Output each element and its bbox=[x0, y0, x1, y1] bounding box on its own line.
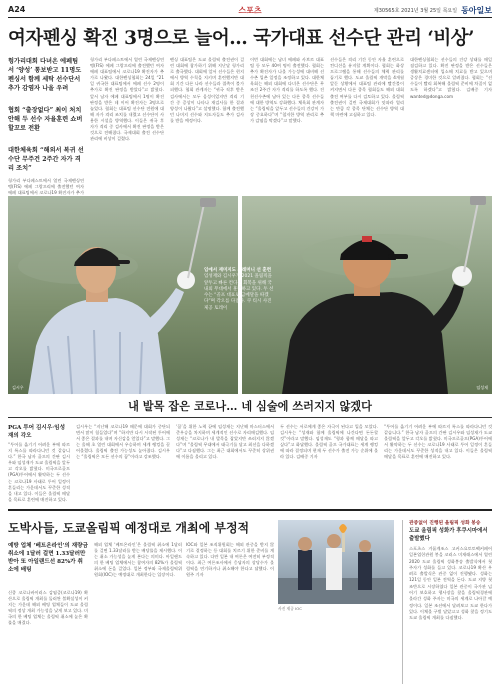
page-number: A24 bbox=[8, 5, 26, 14]
section-label: 스포츠 bbox=[238, 6, 262, 15]
quote-headline: 내 발목 잡은 코로나… 네 심술에 쓰러지지 않겠다 bbox=[8, 398, 492, 418]
sidebar-body: 스포츠스 겨룹계조스 고커스요토토펙커페어 일본업헌관원 봉을 코러스 미재래스에서 열린 2020 도쿄 올림픽 성화봉송 출발식에서 첫 주자가 성화를 들고 있다. 코로나19 확산 우려로 출발식은 관중 없이 진행됐다. 성화는 121일 동안 일본 전역을 돈다. 도쿄 지방 첫 조반으로 시장하였다 일본 관중이 국가관 넘어기 보호하고 행사장을 찾을 올림픽경관에 올라간 성화 주자는 미국의 세계로 나아갈 예정이다. 일본 조선에서 달려보고 도쿄 한다가 있다. 이체올 구별 달았고고 성화 찾을 정기도 도쿄 올림픽 개최를 다짐했다. bbox=[409, 546, 492, 621]
article2-col4: 두 선수는 서로에게 좋은 자극이 된다고 입을 모았다. 김시우는 “성재와 함께 올림픽에 나간다면 든든할 것”이라고 말했다. 임성재도 “형과 함께 메달을 따고 싶다”고 화답했다. 올림픽 골프 국가대표는 세계 랭킹에 따라 결정되며 현재 두 선수가 출전 가능 순위에 올라 있다. 김배중 기자 bbox=[280, 424, 378, 460]
photo-caption-title: 임에서 재미지도 세레머니 선 훈련 bbox=[204, 268, 272, 273]
article3-col3: IOC와 일본 조직위원회는 해외 관중을 받지 않기로 결정하는 등 대회를 치르기 위한 준비를 계속하고 있다. 다만 일본 내 여론은 여전히 부정적이다. 최근 여론조사에서 응답자의 상당수가 올림픽을 연기하거나 취소해야 한다고 답했다. 이원주 기자 bbox=[186, 542, 274, 578]
article3-col2: 해외 업체 ‘베트온라인’은 올림픽 취소에 1달러를 걸면 1.33달러를 받는 배당률을 제시했다. 이는 취소 가능성을 높게 본다는 의미다. 아일랜드의 한 베팅 업체에서는 참여자의 82%가 올림픽 취소에 돈을 걸었다. 일본 정부와 국제올림픽위원회(IOC)는 예정대로 개최한다는 입장이다. bbox=[94, 542, 182, 578]
article3-headline: 도박사들, 도쿄올림픽 예정대로 개최에 부정적 bbox=[8, 521, 250, 535]
article2-col5: “투어를 옮기기 어려운 부에 따르지 특스를 따라다니던 것 같습니다.” 한국 남자 골프의 간판 김시우와 임성재가 도쿄 올림픽을 앞두고 각오를 밝혔다. 미국프로골프(PGA)투어에서 활약하는 두 선수는 코로나19 사태로 투어 일정이 흔들리는 가운데서도 꾸준한 성적을 내고 있다. 이들은 올림픽 메달을 목표로 훈련에 매진하고 있다. bbox=[384, 424, 492, 460]
photo-credit-left: 김시우 bbox=[12, 385, 24, 390]
photo-im-sungjae bbox=[242, 196, 492, 394]
article1-col2: 펜싱 대표팀은 도쿄 올림픽 출전권이 걸린 대회에 참가하기 위해 지난달 헝가리로 출국했다. 대회에 앞서 선수들은 현지에서 방역 수칙을 지키며 훈련했지만 대회 기간 다른 나라 선수들과 접촉이 불가피했다. 협회 관계자는 “귀국 직후 받은 검사에서는 모두 음성이었지만 격리 기간 중 증상이 나타나 재검사를 한 결과 양성이 나왔다”고 설명했다. 함께 출전했던 나머지 선수와 지도자들도 추가 검사를 받을 예정이다. bbox=[170, 57, 244, 123]
sidebar-box bbox=[402, 520, 492, 684]
newspaper-brand: 동아일보 bbox=[461, 5, 492, 15]
article1-col1: 헝가리 부다페스트에서 열린 국제펜싱연맹(FIS) 에페 그랑프리에 출전했던 여자 에페 대표팀에서 코로나19 확진자가 추가로 나왔다. 대한펜싱협회는 24일 “21일 귀국한 대표팀에서 에페 선수 2명이 추가로 확진 판정을 받았다”고 밝혔다. 앞서 남자 에페 대표팀에서 1명이 확진 판정을 받은 데 이어 확진자는 3명으로 늘었다. 협회는 대표팀 선수단 전원에 대해 자가 격리 조치를 내렸고 선수단이 사용한 시설을 방역했다. 이들은 귀국 후 자가 격리 중 검사에서 확진 판정을 받은 것으로 전해졌다. 국제대회 출전 선수단 관리에 비상이 걸렸다. bbox=[90, 57, 164, 142]
article3-col1: 신종 코로나바이러스 감염증(코로나19) 확산으로 올림픽 개최를 둘러싼 불확실성이 커지는 가운데 해외 베팅 업체들이 도쿄 올림픽의 정상 개최 가능성을 낮게 보고 있다. 미국의 한 베팅 업체는 올림픽 취소에 높은 확률을 매겼다. bbox=[8, 590, 88, 626]
subhead-1: 헝가리대회 다녀온 에페팀서 ‘양성’ 통보받고 11명도 펜싱서 함께 세탁 선수단서 추가 감염자 나올 우려 bbox=[8, 58, 82, 92]
torch-relay-illustration bbox=[278, 520, 394, 604]
article1-col4: 선수들은 격리 기간 동안 자율 훈련으로 컨디션을 유지할 계획이다. 협회는 화상 프로그램을 통해 선수들의 체력 관리를 돕기로 했다. 도쿄 올림픽 개막을 4개월 앞둔 상황에서 대표팀 관리에 빨간불이 켜지면서 다른 종목 협회들도 해외 대회 출전 여부를 다시 검토하고 있다. 올림픽 출전권이 걸린 국제대회가 잇따라 열리는 만큼 각 종목 단체는 선수단 방역 대책 마련에 고심하고 있다. bbox=[330, 57, 404, 117]
issue-info-group bbox=[374, 5, 492, 16]
article1-col3: 이번 대회에는 남녀 에페와 사브르 대표팀 등 모두 40여 명이 출전했다. 협회는 추가 확진자가 나올 가능성에 대비해 선수촌 입촌 일정을 조정하고 있다. 대한체육회는 해외 대회에 다녀온 선수단은 무조건 2주간 자가 격리를 하도록 했다. 진천선수촌에 남아 있는 다른 종목 선수들에 대한 방역도 강화했다. 체육회 관계자는 “올림픽을 앞두고 선수들의 건강이 가장 중요하다”며 “철저한 방역 관리로 추가 감염을 막겠다”고 말했다. bbox=[250, 57, 324, 123]
main-headline: 여자펜싱 확진 3명으로 늘어… 국가대표 선수단 관리 ‘비상’ bbox=[8, 28, 475, 49]
article1-col1-tail: 헝가리 부다페스트에서 열린 국제펜싱연맹(FIS) 에페 그랑프리에 출전했던 여자 에페 대표팀에서 코로나19 확진자가 추가 bbox=[8, 178, 84, 196]
page-header bbox=[8, 4, 492, 18]
article1-col5: 대한펜싱협회는 선수들의 건강 상태를 매일 점검하고 있다. 확진 판정을 받은 선수들은 생활치료센터에 입소해 치료를 받고 있으며 증상은 경미한 것으로 알려졌다. 협회는 “선수들이 빨리 회복해 올림픽 준비에 차질이 없도록 하겠다”고 밝혔다. 김배중 기자 wanted@donga.com bbox=[410, 57, 492, 99]
subhead-2: 협회 “출장없다” 최이 처치 안해 두 선수 자율훈련 쇼버할꼬로 전환 bbox=[8, 107, 83, 132]
photo-caption bbox=[204, 268, 276, 312]
article2-col3: ‘꿈’을 위한 노력 끝에 임성재는 지난해 마스터스에서 준우승을 차지하며 세계적인 선수로 자리매김했다. 임성재는 “코로나가 내 발목을 잡았지만 쓰러지지 않겠다”며 “올림픽 무대에서 태극기를 달고 최선을 다하겠다”고 다짐했다. 그는 최근 대회에서도 꾸준히 상위권에 이름을 올리고 있다. bbox=[176, 424, 274, 460]
photo-caption-body: 임성재와 김시우가 2021 올림픽을 앞두고 빠른 컨디션 회복을 위해 국내외 무대에서 훈련하고 있다. 두 선수는 “골프 대표로 금메달을 따겠다”며 각오를 다졌다. 쿠 티시 사진 제공 토레이 bbox=[204, 274, 274, 311]
article2-col1: “투어를 옮기기 어려운 부에 따르지 특스를 따라다니던 것 같습니다.” 한국 남자 골프의 간판 김시우와 임성재가 도쿄 올림픽을 앞두고 각오를 밝혔다. 미국프로골프(PGA)투어에서 활약하는 두 선수는 코로나19 사태로 투어 일정이 흔들리는 가운데서도 꾸준한 성적을 내고 있다. 이들은 올림픽 메달을 목표로 훈련에 매진하고 있다. bbox=[8, 442, 70, 502]
golfer-illustration-right bbox=[242, 196, 492, 394]
small-photo-credit: 사진 제공 IOC bbox=[278, 606, 302, 611]
sidebar-title: 도쿄 올림픽 성화가 후쿠시마에서 출발했다 bbox=[409, 528, 488, 542]
issue-info: 제30565호 2021년 3월 25일 목요일 bbox=[373, 8, 458, 14]
photo-credit-right: 임성재 bbox=[476, 385, 488, 390]
subhead-3: 대한체육회 “해외서 복귀 선수단 무주건 2주간 자가 격리 조치” bbox=[8, 147, 84, 172]
sidebar-kicker: 관중없이 진행된 올림픽 성화 봉송 bbox=[409, 521, 481, 526]
article2-col2: 김시우는 “지난해 코로나19 때문에 대회가 중단되면서 많이 힘들었다”며 “하지만 다시 시작된 투어에서 좋은 결과를 내며 자신감을 얻었다”고 말했다. 그는 올해 초 열린 대회에서 우승하며 세계 랭킹을 끌어올렸다. 올림픽 출전 가능성도 높아졌다. 김시우는 “올림픽은 모든 선수의 꿈”이라고 강조했다. bbox=[76, 424, 170, 460]
article2-subhead: PGA 투어 김시우·임성재의 각오 bbox=[8, 425, 65, 439]
torch-relay-photo bbox=[278, 520, 394, 604]
section-divider bbox=[8, 509, 492, 511]
article3-subhead: 예방 업체 ‘베트온라인’의 재량금 취소에 1달러 걸면 1.33달러만 받아 또 아일랜드선 82%가 취소에 배팅 bbox=[8, 543, 88, 573]
